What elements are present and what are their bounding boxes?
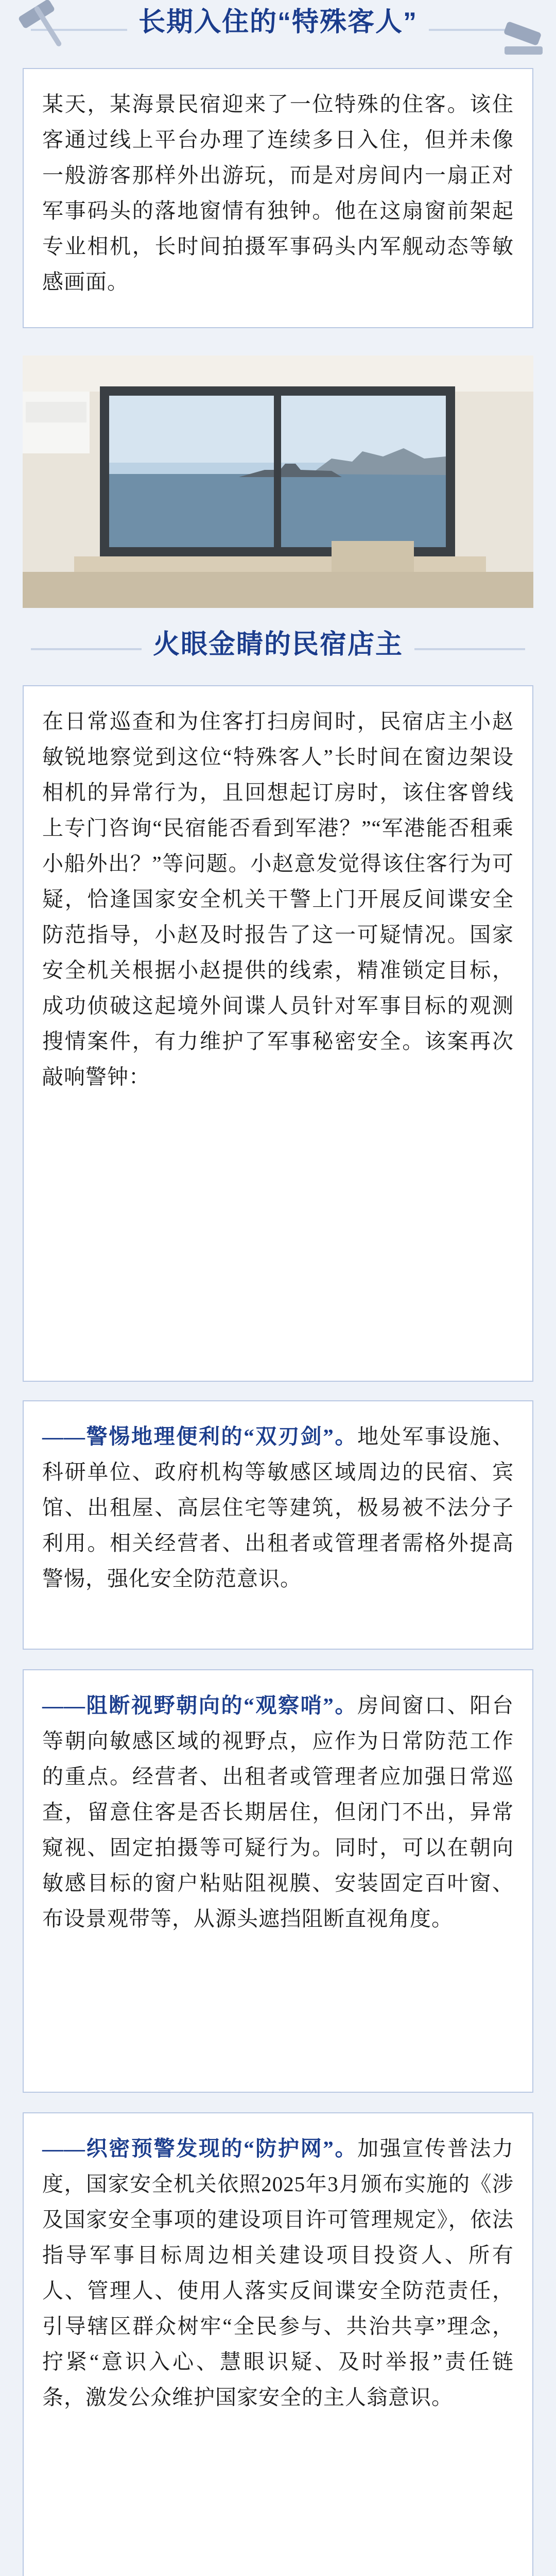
gavel-icon	[489, 15, 551, 72]
gavel-icon	[9, 0, 71, 57]
highlight-lead: ——警惕地理便利的“双刃剑”。	[42, 1425, 358, 1448]
text-card-point-1	[23, 1400, 533, 1650]
window-harbor-illustration	[23, 355, 533, 608]
text-card-point-2	[23, 1669, 533, 2093]
paragraph: 在日常巡查和为住客打扫房间时，民宿店主小赵敏锐地察觉到这位“特殊客人”长时间在窗边架设相机的异常行为，且回想起订房时，该住客曾线上专门咨询“民宿能否看到军港？”“军港能否租乘小船外出？”等问题。小赵意发觉得该住客行为可疑，恰逢国家安全机关干警上门开展反间谍安全防范指导，小赵及时报告了这一可疑情况。国家安全机关根据小赵提供的线索，精准锁定目标，成功侦破这起境外间谍人员针对军事目标的观测搜情案件，有力维护了军事秘密安全。该案再次敲响警钟：	[42, 709, 514, 1089]
paragraph-body: 地处军事设施、科研单位、政府机构等敏感区域周边的民宿、宾馆、出租屋、高层住宅等建筑，极易被不法分子利用。相关经营者、出租者或管理者需格外提高警惕，强化安全防范意识。	[42, 1425, 514, 1590]
section-title: 长期入住的“特殊客人”	[127, 0, 429, 39]
paragraph	[42, 1688, 514, 1937]
text-card-point-3	[23, 2112, 533, 2576]
highlight-lead: ——阻断视野朝向的“观察哨”。	[42, 1693, 358, 1717]
paragraph	[42, 1419, 514, 1597]
highlight-lead: ——织密预警发现的“防护网”。	[42, 2137, 358, 2160]
paragraph-body: 房间窗口、阳台等朝向敏感区域的视野点，应作为日常防范工作的重点。经营者、出租者或管理者应加强日常巡查，留意住客是否长期居住，但闭门不出，异常窥视、固定拍摄等可疑行为。同时，可以在朝向敏感目标的窗户粘贴阻视膜、安装固定百叶窗、布设景观带等，从源头遮挡阻断直视角度。	[42, 1693, 514, 1930]
photo-window-harbor	[23, 355, 533, 608]
paragraph	[42, 2131, 514, 2415]
text-card-story	[23, 685, 533, 1382]
text-card-intro	[23, 68, 533, 328]
paragraph: 某天，某海景民宿迎来了一位特殊的住客。该住客通过线上平台办理了连续多日入住，但并未像一般游客那样外出游玩，而是对房间内一扇正对军事码头的落地窗情有独钟。他在这扇窗前架起专业相机，长时间拍摄军事码头内军舰动态等敏感画面。	[42, 92, 514, 294]
paragraph-body: 加强宣传普法力度，国家安全机关依照2025年3月颁布实施的《涉及国家安全事项的建设项目许可管理规定》，依法指导军事目标周边相关建设项目投资人、所有人、管理人、使用人落实反间谍安全防范责任，引导辖区群众树牢“全民参与、共治共享”理念，拧紧“意识入心、慧眼识疑、及时举报”责任链条，激发公众维护国家安全的主人翁意识。	[42, 2137, 514, 2409]
section-title: 火眼金睛的民宿店主	[142, 622, 414, 661]
